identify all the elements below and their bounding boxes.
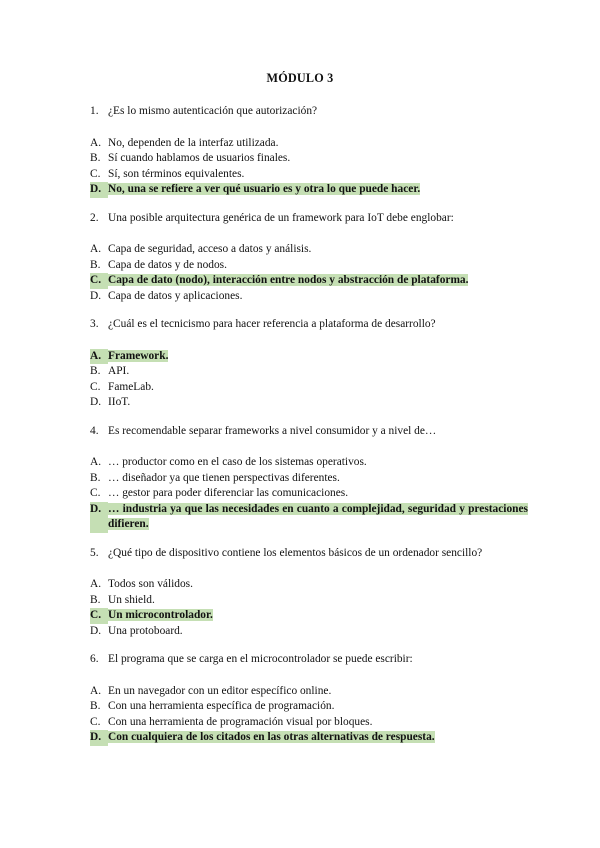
option-text: Capa de datos y aplicaciones. [108,289,243,302]
option-text: … industria ya que las necesidades en cuanto a complejidad, seguridad y prestaciones difieren. [108,502,528,530]
option-text: Sí cuando hablamos de usuarios finales. [108,152,291,164]
option-text: Capa de dato (nodo), interacción entre nodos y abstracción de plataforma. [108,274,469,286]
option-letter: B. [90,471,101,484]
answer-option [90,624,528,640]
option-letter: B. [90,365,101,377]
option-letter: D. [90,502,108,533]
answer-option [90,380,528,396]
option-text: Un shield. [108,593,155,606]
question-stem [90,652,528,668]
question-number: 6. [90,653,99,665]
option-text: … gestor para poder diferenciar las comunicaciones. [108,487,349,499]
option-text: Con cualquiera de los citados en las otras alternativas de respuesta. [108,731,435,743]
answer-option [90,486,528,502]
option-text: … diseñador ya que tienen perspectivas diferentes. [108,471,340,484]
option-letter: B. [90,593,101,606]
option-text: Con una herramienta de programación visual por bloques. [108,715,373,728]
correct-answer-option [90,349,528,365]
option-letter: D. [90,289,102,302]
question-2 [90,211,528,305]
answer-option [90,136,528,152]
answer-option [90,289,528,305]
option-letter: A. [90,136,102,149]
answer-option [90,455,528,471]
answer-option [90,395,528,411]
answer-option [90,364,528,380]
answer-option [90,151,528,167]
answer-option [90,715,528,731]
option-text: API. [108,365,130,377]
option-text: IIoT. [108,396,131,408]
question-6 [90,652,528,746]
option-letter: B. [90,152,101,164]
question-4 [90,424,528,533]
answer-option [90,684,528,700]
option-letter: A. [90,578,102,590]
question-text: El programa que se carga en el microcontrolador se puede escribir: [108,653,413,665]
option-letter: D. [90,624,102,637]
question-stem [90,211,528,227]
option-text: … productor como en el caso de los sistemas operativos. [108,456,367,468]
question-5 [90,546,528,640]
option-letter: C. [90,380,101,393]
option-letter: C. [90,167,101,180]
answer-option [90,593,528,609]
option-text: No, una se refiere a ver qué usuario es y otra lo que puede hacer. [108,183,421,195]
question-text: ¿Es lo mismo autenticación que autorización? [108,105,318,117]
question-number: 3. [90,318,99,330]
question-number: 2. [90,211,99,224]
option-text: En un navegador con un editor específico online. [108,684,332,697]
option-text: Capa de seguridad, acceso a datos y análisis. [108,243,312,255]
question-text: ¿Qué tipo de dispositivo contiene los elementos básicos de un ordenador sencillo? [108,546,483,559]
correct-answer-option [90,502,528,533]
option-text: Capa de datos y de nodos. [108,258,227,271]
answer-option [90,242,528,258]
option-letter: C. [90,715,101,728]
option-letter: B. [90,258,101,271]
option-letter: A. [90,684,102,697]
correct-answer-option [90,182,528,198]
answer-option [90,167,528,183]
answer-option [90,258,528,274]
option-text: Con una herramienta específica de programación. [108,700,335,712]
question-3 [90,317,528,411]
option-text: No, dependen de la interfaz utilizada. [108,136,279,149]
option-text: Una protoboard. [108,624,183,637]
question-number: 5. [90,546,99,559]
option-letter: A. [90,349,108,365]
option-text: FameLab. [108,380,154,393]
answer-option [90,471,528,487]
option-letter: A. [90,243,102,255]
question-stem [90,104,528,120]
question-list [90,104,528,759]
question-number: 4. [90,424,99,437]
answer-option [90,577,528,593]
correct-answer-option [90,730,528,746]
question-text: Es recomendable separar frameworks a nivel consumidor y a nivel de… [108,424,437,437]
option-letter: B. [90,700,101,712]
option-letter: C. [90,487,101,499]
page-title: MÓDULO 3 [266,71,334,85]
question-text: ¿Cuál es el tecnicismo para hacer referencia a plataforma de desarrollo? [108,318,436,330]
option-letter: A. [90,456,102,468]
question-1 [90,104,528,198]
option-letter: C. [90,273,108,289]
answer-option [90,699,528,715]
correct-answer-option [90,608,528,624]
correct-answer-option [90,273,528,289]
option-text: Todos son válidos. [108,578,193,590]
option-letter: D. [90,396,102,408]
question-text: Una posible arquitectura genérica de un framework para IoT debe englobar: [108,211,454,224]
option-text: Un microcontrolador. [108,609,213,621]
question-number: 1. [90,105,99,117]
option-text: Sí, son términos equivalentes. [108,167,245,180]
option-letter: C. [90,608,108,624]
option-text: Framework. [108,349,169,362]
option-letter: D. [90,730,108,746]
question-stem [90,424,528,440]
question-stem [90,317,528,333]
question-stem [90,546,528,562]
option-letter: D. [90,182,108,198]
